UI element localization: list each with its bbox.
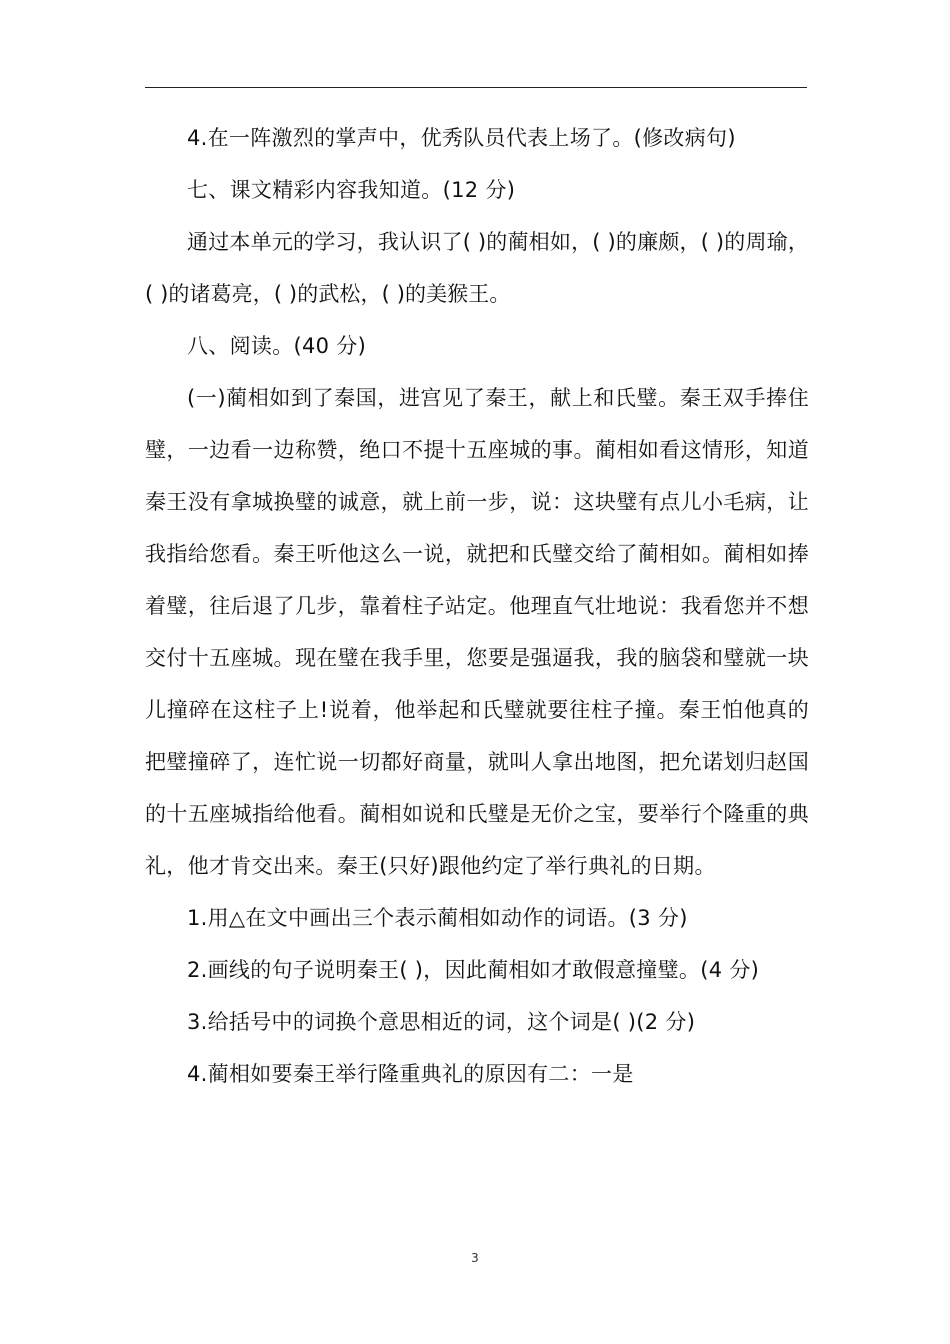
reading-question-1: 1.用△在文中画出三个表示蔺相如动作的词语。(3 分)	[187, 906, 688, 930]
reading-passage: (一)蔺相如到了秦国，进宫见了秦王，献上和氏璧。秦王双手捧住璧，一边看一边称赞，绝口不提十五座城的事。蔺相如看这情形，知道秦王没有拿城换璧的诚意，就上前一步，说：这块璧有点儿小毛病，让我指给您看。秦王听他这么一说，就把和氏璧交给了蔺相如。蔺相如捧着璧，往后退了几步，靠着柱子站定。他理直气壮地说：我看您并不想交付十五座城。现在璧在我手里，您要是强逼我，我的脑袋和璧就一块儿撞碎在这柱子上!说着，他举起和氏璧就要往柱子撞。秦王怕他真的把璧撞碎了，连忙说一切都好商量，就叫人拿出地图，把允诺划归赵国的十五座城指给他看。蔺相如说和氏璧是无价之宝，要举行个隆重的典礼，他才肯交出来。秦王(只好)跟他约定了举行典礼的日期。	[145, 386, 809, 878]
reading-question-3: 3.给括号中的词换个意思相近的词，这个词是( )(2 分)	[187, 1010, 696, 1034]
document-body	[145, 112, 809, 1100]
reading-question-2: 2.画线的句子说明秦王( )，因此蔺相如才敢假意撞璧。(4 分)	[187, 958, 760, 982]
section-8-title: 八、阅读。(40 分)	[187, 334, 367, 358]
header-rule	[145, 87, 807, 88]
question-4-sentence-correction: 4.在一阵激烈的掌声中，优秀队员代表上场了。(修改病句)	[187, 126, 736, 150]
page-number: 3	[471, 1251, 479, 1265]
section-7-title: 七、课文精彩内容我知道。(12 分)	[187, 178, 516, 202]
reading-question-4: 4.蔺相如要秦王举行隆重典礼的原因有二：一是	[187, 1062, 634, 1086]
section-7-fill-in: 通过本单元的学习，我认识了( )的蔺相如，( )的廉颇，( )的周瑜，( )的诸葛亮，( )的武松，( )的美猴王。	[145, 230, 809, 306]
